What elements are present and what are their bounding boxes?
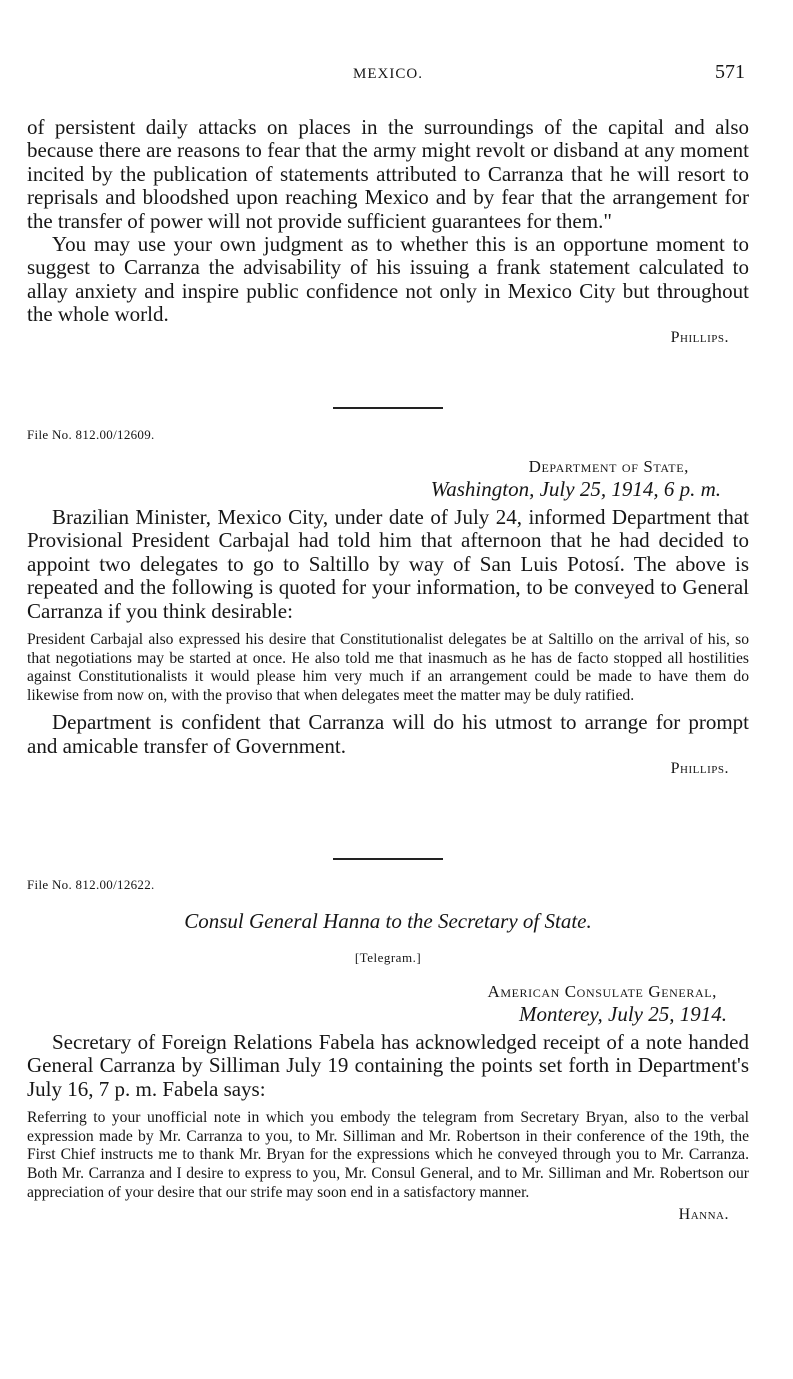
document-heading: Consul General Hanna to the Secretary of State. — [184, 909, 592, 933]
dateline: Monterey, July 25, 1914. — [518, 1002, 727, 1026]
section-divider — [333, 858, 443, 860]
report-paragraph: Secretary of Foreign Relations Fabela has acknowledged receipt of a note handed General Carranza by Silliman July 19 containing the points set forth in Department's July 16, 7 p. m. Fabela says: — [27, 1030, 749, 1101]
section-file-12609 — [27, 427, 749, 778]
file-number: File No. 812.00/12622. — [27, 877, 155, 892]
page-number: 571 — [715, 61, 745, 83]
quoted-message: President Carbajal also expressed his desire that Constitutionalist delegates be at Saltillo on the arrival of his, so that negotiations may be started at once. He also told me that inasmuch as he has de facto stopped all hostilities against Constitutionalists it would please him very much if an arrangement could be made to have them do likewise from now on, with the proviso that when delegates meet the matter may be duly ratified. — [27, 631, 749, 704]
dateline: Washington, July 25, 1914, 6 p. m. — [430, 477, 721, 501]
signature-phillips-2: Phillips. — [670, 760, 729, 778]
sender-consulate: American Consulate General, — [487, 982, 717, 1001]
section-file-12622 — [27, 877, 749, 1224]
running-title: MEXICO. — [353, 66, 423, 82]
continuation-paragraph: of persistent daily attacks on places in the surroundings of the capital and also because there are reasons to fear that the army might revolt or disband at any moment incited by the publication of statements attributed to Carranza that he will resort to reprisals and bloodshed upon reaching Mexico and by fear that the arrangement for the transfer of power will not provide sufficient guarantees for them." — [27, 115, 749, 233]
document-page — [27, 0, 749, 1379]
page-header — [27, 61, 749, 92]
advice-paragraph: You may use your own judgment as to whether this is an opportune moment to suggest to Carranza the advisability of his issuing a frank statement calculated to allay anxiety and inspire public confidence not only in Mexico City but throughout the whole world. — [27, 232, 749, 327]
file-number: File No. 812.00/12609. — [27, 427, 155, 442]
sender-department: Department of State, — [528, 457, 689, 476]
telegram-paragraph: Brazilian Minister, Mexico City, under date of July 24, informed Department that Provisional President Carbajal had told him that afternoon that he had decided to appoint two delegates to go to Saltillo by way of San Luis Potosí. The above is repeated and the following is quoted for your information, to be conveyed to General Carranza if you think desirable: — [27, 505, 749, 623]
signature-hanna: Hanna. — [678, 1206, 729, 1224]
section-continuation — [27, 116, 749, 347]
quoted-note: Referring to your unofficial note in which you embody the telegram from Secretary Bryan, also to the verbal expression made by Mr. Carranza to you, to Mr. Silliman and Mr. Robertson in their conference of the 19th, the First Chief instructs me to thank Mr. Bryan for the expressions which he conveyed through you to Mr. Carranza. Both Mr. Carranza and I desire to express to you, Mr. Consul General, and to Mr. Silliman and Mr. Robertson our appreciation of your desire that our strife may soon end in a satisfactory manner. — [27, 1109, 749, 1201]
signature-phillips-1: Phillips. — [670, 328, 729, 346]
section-divider — [333, 407, 443, 409]
telegram-tag: [Telegram.] — [354, 950, 422, 965]
closing-paragraph: Department is confident that Carranza will do his utmost to arrange for prompt and amicable transfer of Government. — [27, 710, 749, 758]
